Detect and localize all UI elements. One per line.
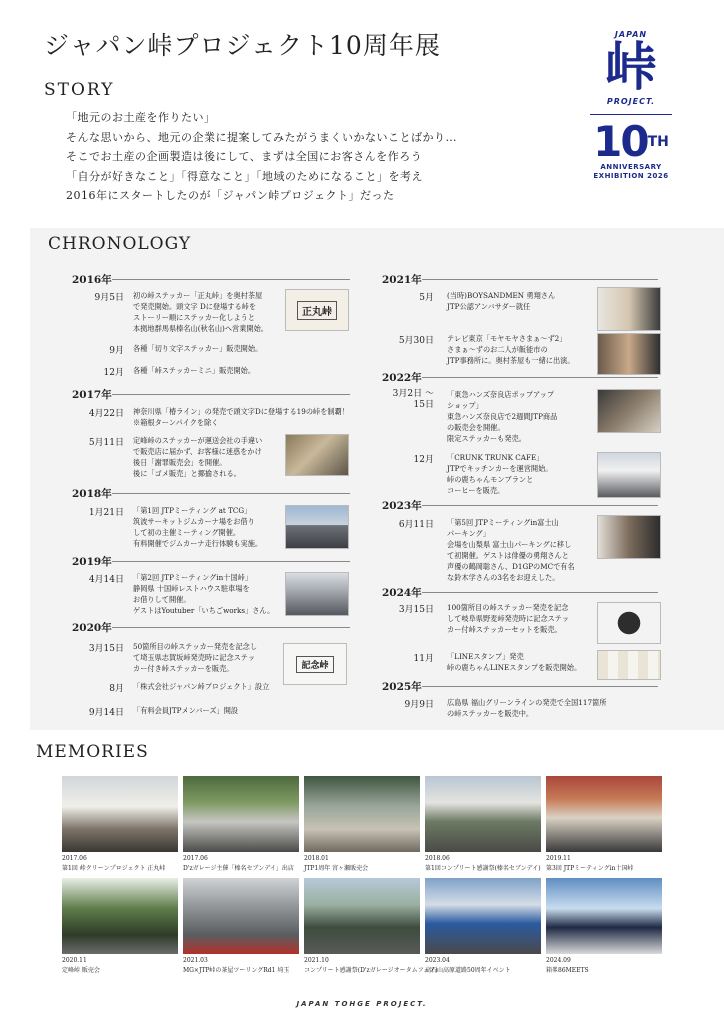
anniversary-logo	[586, 30, 676, 181]
memory-date: 2021.03	[183, 957, 208, 964]
event-line: 神奈川県「椿ライン」の発売で頭文字Dに登場する19の峠を制覇！	[133, 407, 349, 416]
year-rule	[422, 592, 658, 593]
memory-caption: 高石山高原道路50周年イベント	[425, 967, 511, 974]
event-text	[133, 705, 238, 716]
event-text	[447, 333, 575, 366]
story-line: そんな思いから、地元の企業に提案してみたがうまくいかないことばかり…	[66, 130, 457, 144]
event-line: 初の峠ステッカー「正丸峠」を奥村茶屋	[133, 291, 263, 300]
meeting-photo-thumbnail	[285, 505, 349, 549]
memory-photo	[304, 776, 420, 852]
memory-caption: 第1回コンプリート感謝祭(榛名セブンデイ)	[425, 865, 541, 872]
year-rule	[112, 493, 350, 494]
logo-bottom-text: PROJECT.	[606, 97, 656, 106]
event-date: 11月	[413, 654, 434, 664]
event-line: 「LINEスタンプ」発売	[447, 652, 524, 661]
chronology-heading: CHRONOLOGY	[48, 234, 192, 254]
event-text	[133, 641, 257, 674]
story-heading: STORY	[44, 80, 115, 100]
event-line: 筑波サーキットジムカーナ場をお借り	[133, 517, 255, 526]
memory-photo	[183, 776, 299, 852]
year-label: 2016年	[72, 274, 112, 286]
memory-photo	[425, 878, 541, 954]
event-line: 「東急ハンズ奈良店ポップアップ	[447, 390, 555, 399]
event-line: カー付峠ステッカーセットを販売。	[447, 625, 562, 634]
event-line: 静岡県 十国峠レストハウス駐車場を	[133, 584, 250, 593]
event-date: 8月	[109, 684, 124, 694]
event-date: 4月14日	[88, 575, 124, 585]
event-date: 9月5日	[94, 293, 124, 303]
memory-date: 2023.04	[425, 957, 450, 964]
event-line: ショップ」	[447, 401, 483, 410]
event-date: 12月	[103, 368, 124, 378]
event-text	[133, 435, 262, 479]
event-date: 1月21日	[88, 508, 124, 518]
memory-photo	[546, 776, 662, 852]
event-date: 5月	[419, 293, 434, 303]
year-rule	[422, 377, 658, 378]
logo-top-text: JAPAN	[614, 30, 648, 39]
event-date: 9月	[109, 346, 124, 356]
event-text	[133, 365, 255, 376]
event-text	[447, 452, 552, 496]
logo-divider	[590, 114, 672, 115]
event-line: 「第1回 JTPミーティング at TCG」	[133, 506, 252, 515]
year-rule	[112, 394, 350, 395]
event-line: 広島県 福山グリーンラインの発売で全国117箇所	[447, 698, 607, 707]
event-line: して初の主催ミーティング開催。	[133, 528, 241, 537]
anniversary-line1: ANNIVERSARY	[600, 163, 662, 171]
line-stamp-thumbnail	[597, 650, 661, 680]
year-rule	[422, 505, 658, 506]
memory-caption: コンプリート感謝祭(D'zガレージオータムフェア)	[304, 967, 438, 974]
anniversary-line2: EXHIBITION 2026	[593, 172, 669, 180]
year-label: 2020年	[72, 622, 112, 634]
memories-heading: MEMORIES	[36, 742, 149, 762]
guests-photo-thumbnail	[597, 515, 661, 559]
year-rule	[112, 279, 350, 280]
memory-photo	[546, 878, 662, 954]
sticker-thumb-text: 記念峠	[296, 656, 333, 673]
event-line: 峠の鹿ちゃんモンブランと	[447, 475, 534, 484]
event-line: 定峰峠のステッカーが運送会社の手違い	[133, 436, 263, 445]
memory-date: 2019.11	[546, 855, 571, 862]
event-line: 会場を山梨県 富士山パーキングに移し	[447, 540, 572, 549]
event-text	[133, 681, 269, 692]
year-rule	[112, 561, 350, 562]
event-line: 「有料会員JTPメンバーズ」開設	[133, 706, 239, 715]
memory-photo	[304, 878, 420, 954]
popup-shop-photo-thumbnail	[597, 389, 661, 433]
event-line: 後に「ゴメ販売」と揶揄される。	[133, 469, 241, 478]
event-line: の販売会を開催。	[447, 423, 505, 432]
story-line: 「自分が好きなこと」「得意なこと」「地域のためになること」を考え	[66, 169, 423, 183]
event-line: な鈴木学さんの3名をお迎えした。	[447, 573, 560, 582]
event-line: 「CRUNK TRUNK CAFE」	[447, 453, 544, 462]
event-text	[447, 389, 557, 444]
meeting-photo-thumbnail	[285, 572, 349, 616]
event-text	[133, 572, 274, 616]
story-line: そこでお土産の企画製造は後にして、まずは全国にお客さんを作ろう	[66, 150, 423, 164]
event-line: 声優の鶴岡聡さん、D1GPのMCで有名	[447, 562, 575, 571]
memory-caption: 定峰峠 販売会	[62, 967, 100, 974]
year-label: 2019年	[72, 556, 112, 568]
event-date: 5月11日	[88, 438, 124, 448]
memory-photo	[183, 878, 299, 954]
year-rule	[422, 686, 658, 687]
memory-date: 2021.10	[304, 957, 329, 964]
event-date: 3月15日	[88, 644, 124, 654]
event-date: 3月2日 ～15日	[392, 389, 434, 410]
event-text	[447, 651, 581, 673]
event-text	[447, 290, 555, 312]
event-line: 50箇所目の峠ステッカー発売を記念し	[133, 642, 258, 651]
anniversary-number	[586, 117, 676, 166]
anniversary-number-value: 10	[593, 117, 648, 166]
story-line: 「地元のお土産を作りたい」	[66, 111, 216, 124]
event-line: 後日「謝罪販売会」を開催。	[133, 458, 227, 467]
event-line: ゲストはYoutuber「いちごworks」さん。	[133, 606, 275, 615]
event-text	[447, 602, 569, 635]
page-title: ジャパン峠プロジェクト10周年展	[44, 31, 441, 60]
event-line: 「株式会社ジャパン峠プロジェクト」設立	[133, 682, 270, 691]
event-line: 有料開催でジムカーナ走行体験も実施。	[133, 539, 263, 548]
event-line: JTP公認アンバサダー就任	[447, 302, 531, 311]
sticker-thumbnail	[285, 289, 349, 331]
memory-caption: 第3回 JTPミーティングin十国峠	[546, 865, 634, 872]
story-text	[66, 108, 457, 206]
kitchen-car-photo-thumbnail	[597, 452, 661, 498]
event-line: 本拠地群馬県榛名山(秋名山)へ営業開始。	[133, 324, 268, 333]
event-line: ※箱根ターンパイクを除く	[133, 418, 219, 427]
event-line: 各種「峠ステッカーミニ」販売開始。	[133, 366, 256, 375]
memory-date: 2024.09	[546, 957, 571, 964]
event-line: 峠の鹿ちゃんLINEスタンプを販売開始。	[447, 663, 582, 672]
memory-date: 2018.06	[425, 855, 450, 862]
event-text	[447, 697, 606, 719]
memory-date: 2020.11	[62, 957, 87, 964]
memory-caption: MG×JTP峠の茶屋ツーリングRd1 埼玉	[183, 967, 290, 974]
event-line: ストーリー順にステッカー化しようと	[133, 313, 256, 322]
memory-caption: 第1回 峠クリーンプロジェクト 正丸峠	[62, 865, 166, 872]
event-line: て初開催。ゲストは俳優の勇翔さんと	[447, 551, 569, 560]
memory-caption: JTP1周年 宮ヶ瀬販売会	[304, 865, 369, 872]
event-line: コーヒーを販売。	[447, 486, 505, 495]
event-line: して岐阜県野麦峠発売時に記念ステッ	[447, 614, 570, 623]
event-date: 4月22日	[88, 409, 124, 419]
event-text	[133, 505, 262, 549]
event-line: さまぁ～ずのお二人が飯能市の	[447, 345, 548, 354]
event-text	[133, 343, 262, 354]
event-line: 「第2回 JTPミーティングin十国峠」	[133, 573, 253, 582]
year-label: 2024年	[382, 587, 422, 599]
event-line: カー付き峠ステッカーを販売。	[133, 664, 234, 673]
event-text	[447, 517, 575, 583]
event-line: で販売店に届かず、お客様に迷惑をかけ	[133, 447, 262, 456]
sticker-thumbnail	[283, 643, 347, 685]
story-line: 2016年にスタートしたのが「ジャパン峠プロジェクト」だった	[66, 189, 395, 203]
year-rule	[112, 627, 350, 628]
memory-date: 2018.01	[304, 855, 329, 862]
year-label: 2023年	[382, 500, 422, 512]
memory-photo	[62, 878, 178, 954]
anniversary-suffix: TH	[647, 134, 669, 150]
event-line: JTPでキッチンカーを運営開始。	[447, 464, 553, 473]
event-line: 100箇所目の峠ステッカー発売を記念	[447, 603, 569, 612]
event-line: 東急ハンズ奈良店で2週間JTP商品	[447, 412, 558, 421]
event-line: 各種「切り文字ステッカー」販売開始。	[133, 344, 263, 353]
event-date: 9月14日	[88, 708, 124, 718]
event-line: テレビ東京「モヤモヤさまぁ～ず2」	[447, 334, 567, 343]
event-line: パーキング」	[447, 529, 490, 538]
event-line: 「第5回 JTPミーティングin富士山	[447, 518, 559, 527]
sales-photo-thumbnail	[285, 434, 349, 476]
event-text	[133, 406, 349, 428]
memory-caption: D'zガレージ主催「榛名セブンデイ」出店	[183, 865, 294, 872]
year-label: 2017年	[72, 389, 112, 401]
year-label: 2021年	[382, 274, 422, 286]
event-line: (当時)BOYSANDMEN 勇翔さん	[447, 291, 556, 300]
event-line: JTP事務所に。奥村茶屋も一緒に出演。	[447, 356, 575, 365]
event-date: 9月9日	[404, 700, 434, 710]
event-date: 5月30日	[398, 336, 434, 346]
event-line: て埼玉県志賀坂峠発売時に記念ステッ	[133, 653, 256, 662]
ambassador-photo-thumbnail	[597, 287, 661, 331]
logo-mark: 峠	[604, 38, 657, 98]
event-line: で発売開始。頭文字 Dに登場する峠を	[133, 302, 257, 311]
memory-photo	[62, 776, 178, 852]
event-text	[133, 290, 268, 334]
year-label: 2025年	[382, 681, 422, 693]
year-label: 2018年	[72, 488, 112, 500]
tv-show-photo-thumbnail	[597, 333, 661, 375]
event-date: 12月	[413, 455, 434, 465]
memory-photo	[425, 776, 541, 852]
footer-logo-text: JAPAN TOHGE PROJECT.	[296, 1000, 428, 1008]
event-line: 限定ステッカーも発売。	[447, 434, 526, 443]
event-date: 3月15日	[398, 605, 434, 615]
event-date: 6月11日	[398, 520, 434, 530]
sticker-set-thumbnail	[597, 602, 661, 644]
event-line: お借りして開催。	[133, 595, 191, 604]
memory-date: 2017.06	[183, 855, 208, 862]
event-line: の峠ステッカーを販売中。	[447, 709, 534, 718]
sticker-thumb-text: 正丸峠	[297, 301, 337, 320]
memory-caption: 箱峯86MEETS	[546, 967, 589, 974]
year-label: 2022年	[382, 372, 422, 384]
year-rule	[422, 279, 658, 280]
memory-date: 2017.06	[62, 855, 87, 862]
